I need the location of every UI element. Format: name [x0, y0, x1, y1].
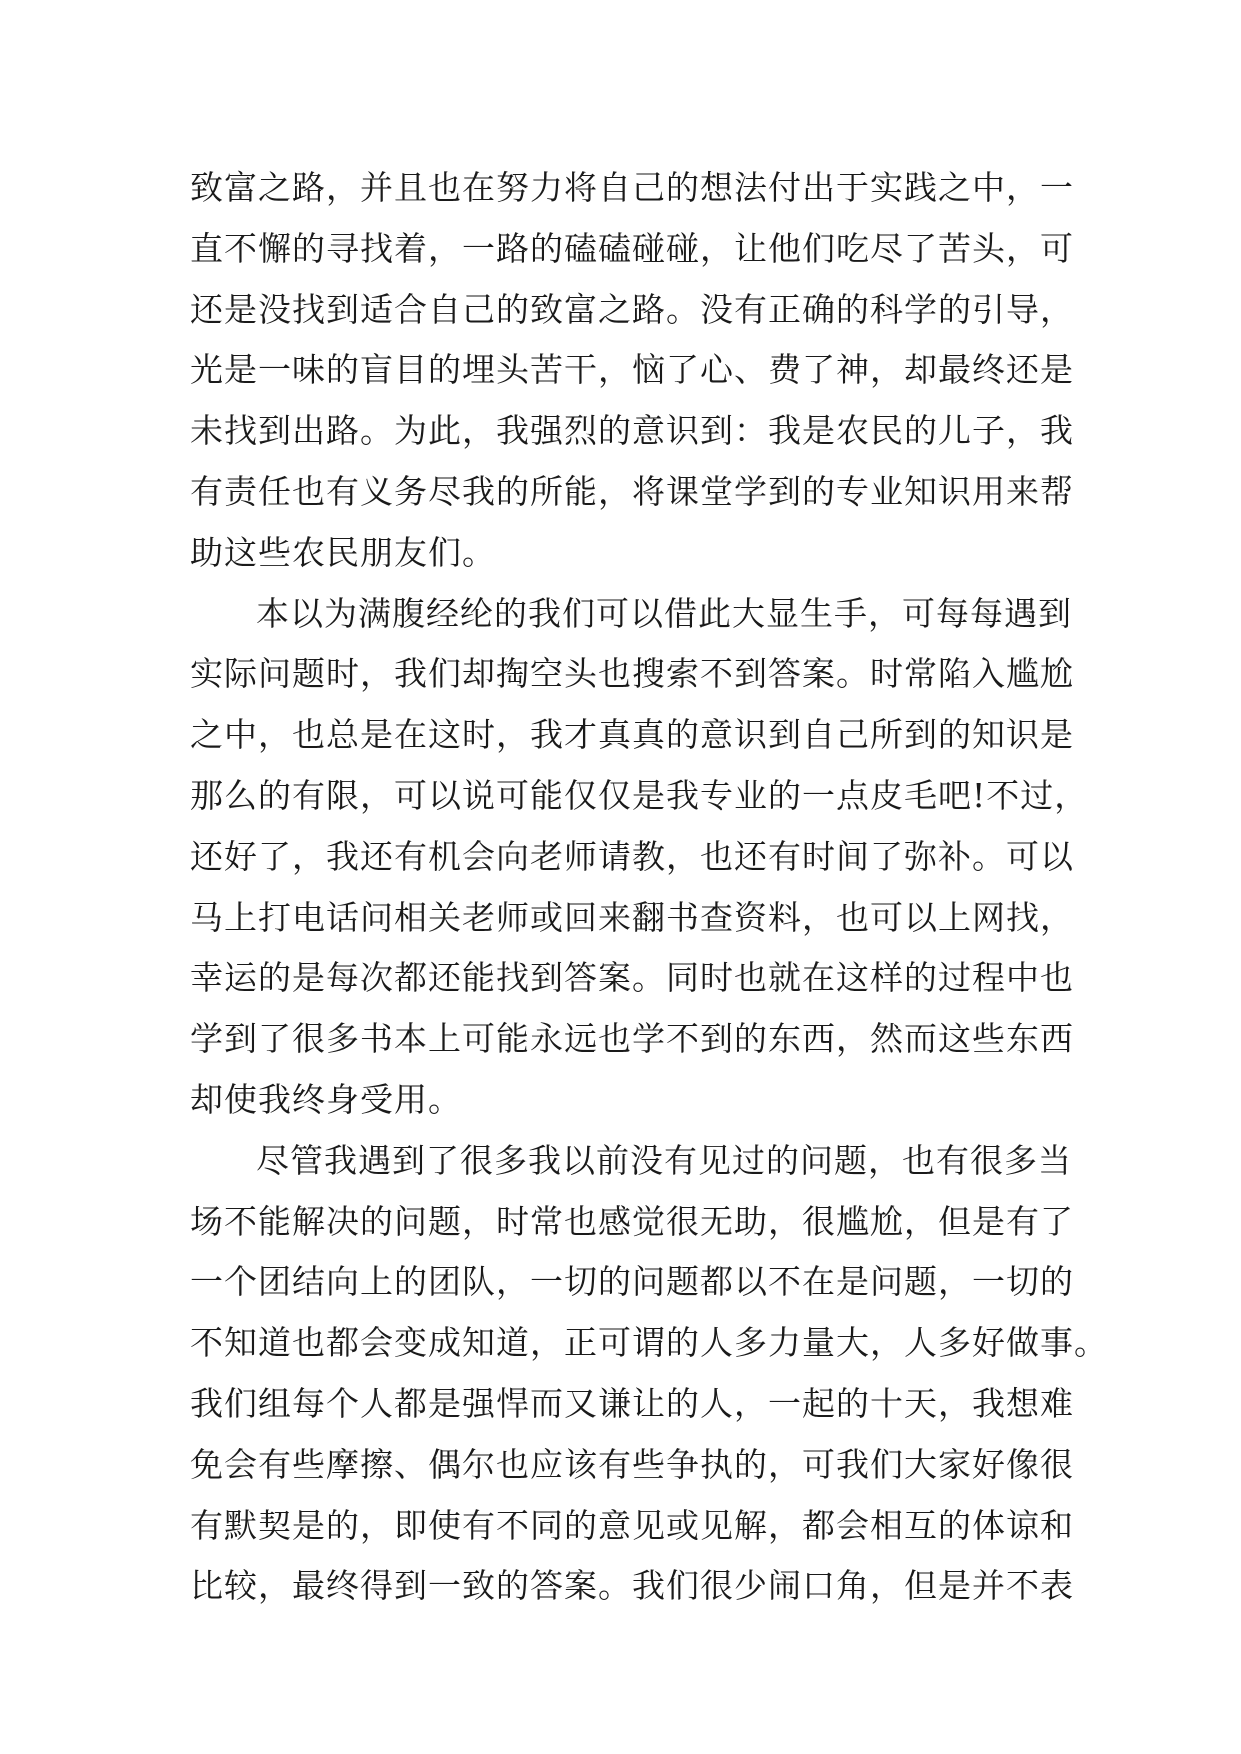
text-line: 一个团结向上的团队，一切的问题都以不在是问题，一切的: [190, 1262, 1074, 1302]
text-line: 实际问题时，我们却掏空头也搜索不到答案。时常陷入尴尬: [190, 654, 1074, 694]
text-line: 有默契是的，即使有不同的意见或见解，都会相互的体谅和: [190, 1505, 1074, 1545]
text-line: 却使我终身受用。: [190, 1079, 462, 1119]
text-line: 场不能解决的问题，时常也感觉很无助，很尴尬，但是有了: [190, 1201, 1074, 1241]
document-body: [190, 158, 1108, 1617]
text-line: 致富之路，并且也在努力将自己的想法付出于实践之中，一: [190, 168, 1074, 207]
text-line: 还是没找到适合自己的致富之路。没有正确的科学的引导，: [190, 289, 1074, 329]
text-line: 比较，最终得到一致的答案。我们很少闹口角，但是并不表: [190, 1566, 1074, 1606]
text-line: 之中，也总是在这时，我才真真的意识到自己所到的知识是: [190, 715, 1074, 755]
text-line: 那么的有限，可以说可能仅仅是我专业的一点皮毛吧!不过，: [190, 775, 1089, 815]
text-line: 不知道也都会变成知道，正可谓的人多力量大，人多好做事。: [190, 1323, 1108, 1363]
text-line: 我们组每个人都是强悍而又谦让的人，一起的十天，我想难: [190, 1383, 1074, 1423]
text-line: 有责任也有义务尽我的所能，将课堂学到的专业知识用来帮: [190, 471, 1074, 511]
text-line: 光是一味的盲目的埋头苦干，恼了心、费了神，却最终还是: [190, 350, 1074, 390]
paragraph-first-line: 尽管我遇到了很多我以前没有见过的问题，也有很多当: [256, 1140, 1072, 1180]
text-line: 免会有些摩擦、偶尔也应该有些争执的，可我们大家好像很: [190, 1444, 1074, 1484]
text-line: 直不懈的寻找着，一路的磕磕碰碰，让他们吃尽了苦头，可: [190, 228, 1074, 268]
text-line: 学到了很多书本上可能永远也学不到的东西，然而这些东西: [190, 1019, 1074, 1059]
paragraph-first-line: 本以为满腹经纶的我们可以借此大显生手，可每每遇到: [256, 593, 1072, 633]
text-line: 还好了，我还有机会向老师请教，也还有时间了弥补。可以: [190, 836, 1074, 876]
text-line: 幸运的是每次都还能找到答案。同时也就在这样的过程中也: [190, 958, 1074, 998]
text-line: 未找到出路。为此，我强烈的意识到：我是农民的儿子，我: [190, 411, 1074, 451]
text-line: 助这些农民朋友们。: [190, 532, 496, 572]
text-line: 马上打电话问相关老师或回来翻书查资料，也可以上网找，: [190, 897, 1074, 937]
